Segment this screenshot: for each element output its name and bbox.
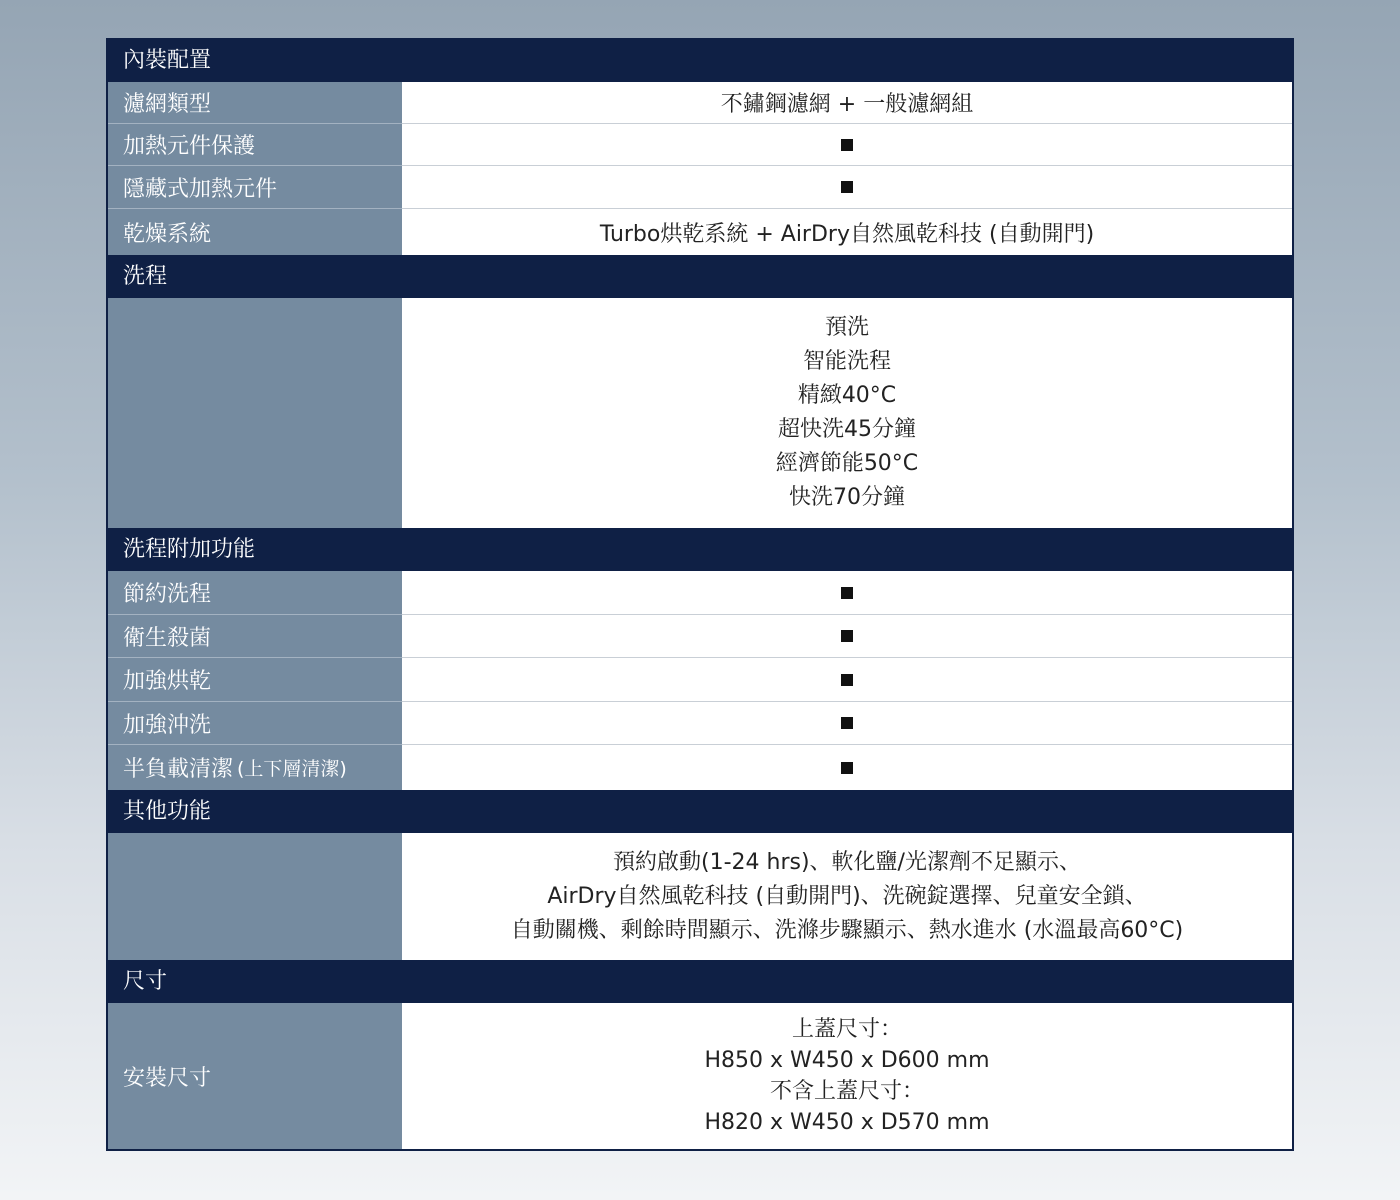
section-header-other: 其他功能 xyxy=(108,790,1292,833)
check-mark-icon xyxy=(841,762,853,774)
section-header-dimensions: 尺寸 xyxy=(108,960,1292,1003)
spec-value xyxy=(402,744,1292,790)
spec-row-extra-dry xyxy=(108,657,1292,701)
spec-value xyxy=(402,614,1292,657)
spec-value-list xyxy=(402,298,1292,528)
spec-label: 濾網類型 xyxy=(108,82,402,123)
spec-label: 乾燥系統 xyxy=(108,208,402,255)
spec-label-text: 半負載清潔 xyxy=(123,757,234,782)
spec-label: 加熱元件保護 xyxy=(108,123,402,165)
program-item: 經濟節能50°C xyxy=(775,451,919,476)
check-mark-icon xyxy=(841,717,853,729)
spec-label: 加強沖洗 xyxy=(108,701,402,744)
feature-line: AirDry自然風乾科技 (自動開門)、洗碗錠選擇、兒童安全鎖、 xyxy=(547,883,1147,909)
spec-label xyxy=(108,298,402,528)
check-mark-icon xyxy=(841,674,853,686)
section-header-program-options: 洗程附加功能 xyxy=(108,528,1292,571)
spec-row-hidden-heater xyxy=(108,165,1292,208)
program-item: 智能洗程 xyxy=(802,349,891,374)
spec-value-list xyxy=(402,833,1292,960)
size-line: H850 x W450 x D600 mm xyxy=(704,1048,990,1073)
feature-line: 自動關機、剩餘時間顯示、洗滌步驟顯示、熱水進水 (水溫最高60°C) xyxy=(510,917,1184,943)
spec-value xyxy=(402,571,1292,614)
spec-row-half-load xyxy=(108,744,1292,790)
spec-value xyxy=(402,165,1292,208)
size-line: H820 x W450 x D570 mm xyxy=(704,1110,990,1135)
spec-label xyxy=(108,833,402,960)
spec-row-extra-rinse xyxy=(108,701,1292,744)
check-mark-icon xyxy=(841,630,853,642)
spec-row-heater-protection xyxy=(108,123,1292,165)
spec-row-eco-program xyxy=(108,571,1292,614)
spec-value xyxy=(402,657,1292,701)
spec-label: 加強烘乾 xyxy=(108,657,402,701)
spec-row-other-features xyxy=(108,833,1292,960)
spec-value-list xyxy=(402,1003,1292,1149)
spec-value xyxy=(402,123,1292,165)
spec-value xyxy=(402,701,1292,744)
program-item: 快洗70分鐘 xyxy=(789,485,905,510)
program-item: 預洗 xyxy=(824,315,869,340)
spec-label: 安裝尺寸 xyxy=(108,1003,402,1149)
program-item: 精緻40°C xyxy=(797,383,897,408)
size-line: 上蓋尺寸： xyxy=(791,1017,902,1042)
spec-label: 節約洗程 xyxy=(108,571,402,614)
spec-row-filter-type xyxy=(108,82,1292,123)
spec-label xyxy=(108,744,402,790)
check-mark-icon xyxy=(841,181,853,193)
spec-label: 衛生殺菌 xyxy=(108,614,402,657)
spec-row-drying-system xyxy=(108,208,1292,255)
section-header-programs: 洗程 xyxy=(108,255,1292,298)
size-line: 不含上蓋尺寸： xyxy=(769,1079,924,1104)
spec-value: Turbo烘乾系統 + AirDry自然風乾科技 (自動開門) xyxy=(402,208,1292,255)
feature-line: 預約啟動(1-24 hrs)、軟化鹽/光潔劑不足顯示、 xyxy=(613,849,1081,875)
spec-row-programs xyxy=(108,298,1292,528)
spec-row-sanitize xyxy=(108,614,1292,657)
spec-table xyxy=(106,38,1294,1151)
section-header-interior: 內裝配置 xyxy=(108,40,1292,82)
program-item: 超快洗45分鐘 xyxy=(778,417,916,442)
spec-row-install-size xyxy=(108,1003,1292,1149)
spec-label: 隱藏式加熱元件 xyxy=(108,165,402,208)
check-mark-icon xyxy=(841,587,853,599)
spec-label-note: (上下層清潔) xyxy=(237,758,347,780)
spec-value: 不鏽鋼濾網 + 一般濾網組 xyxy=(402,82,1292,123)
check-mark-icon xyxy=(841,139,853,151)
